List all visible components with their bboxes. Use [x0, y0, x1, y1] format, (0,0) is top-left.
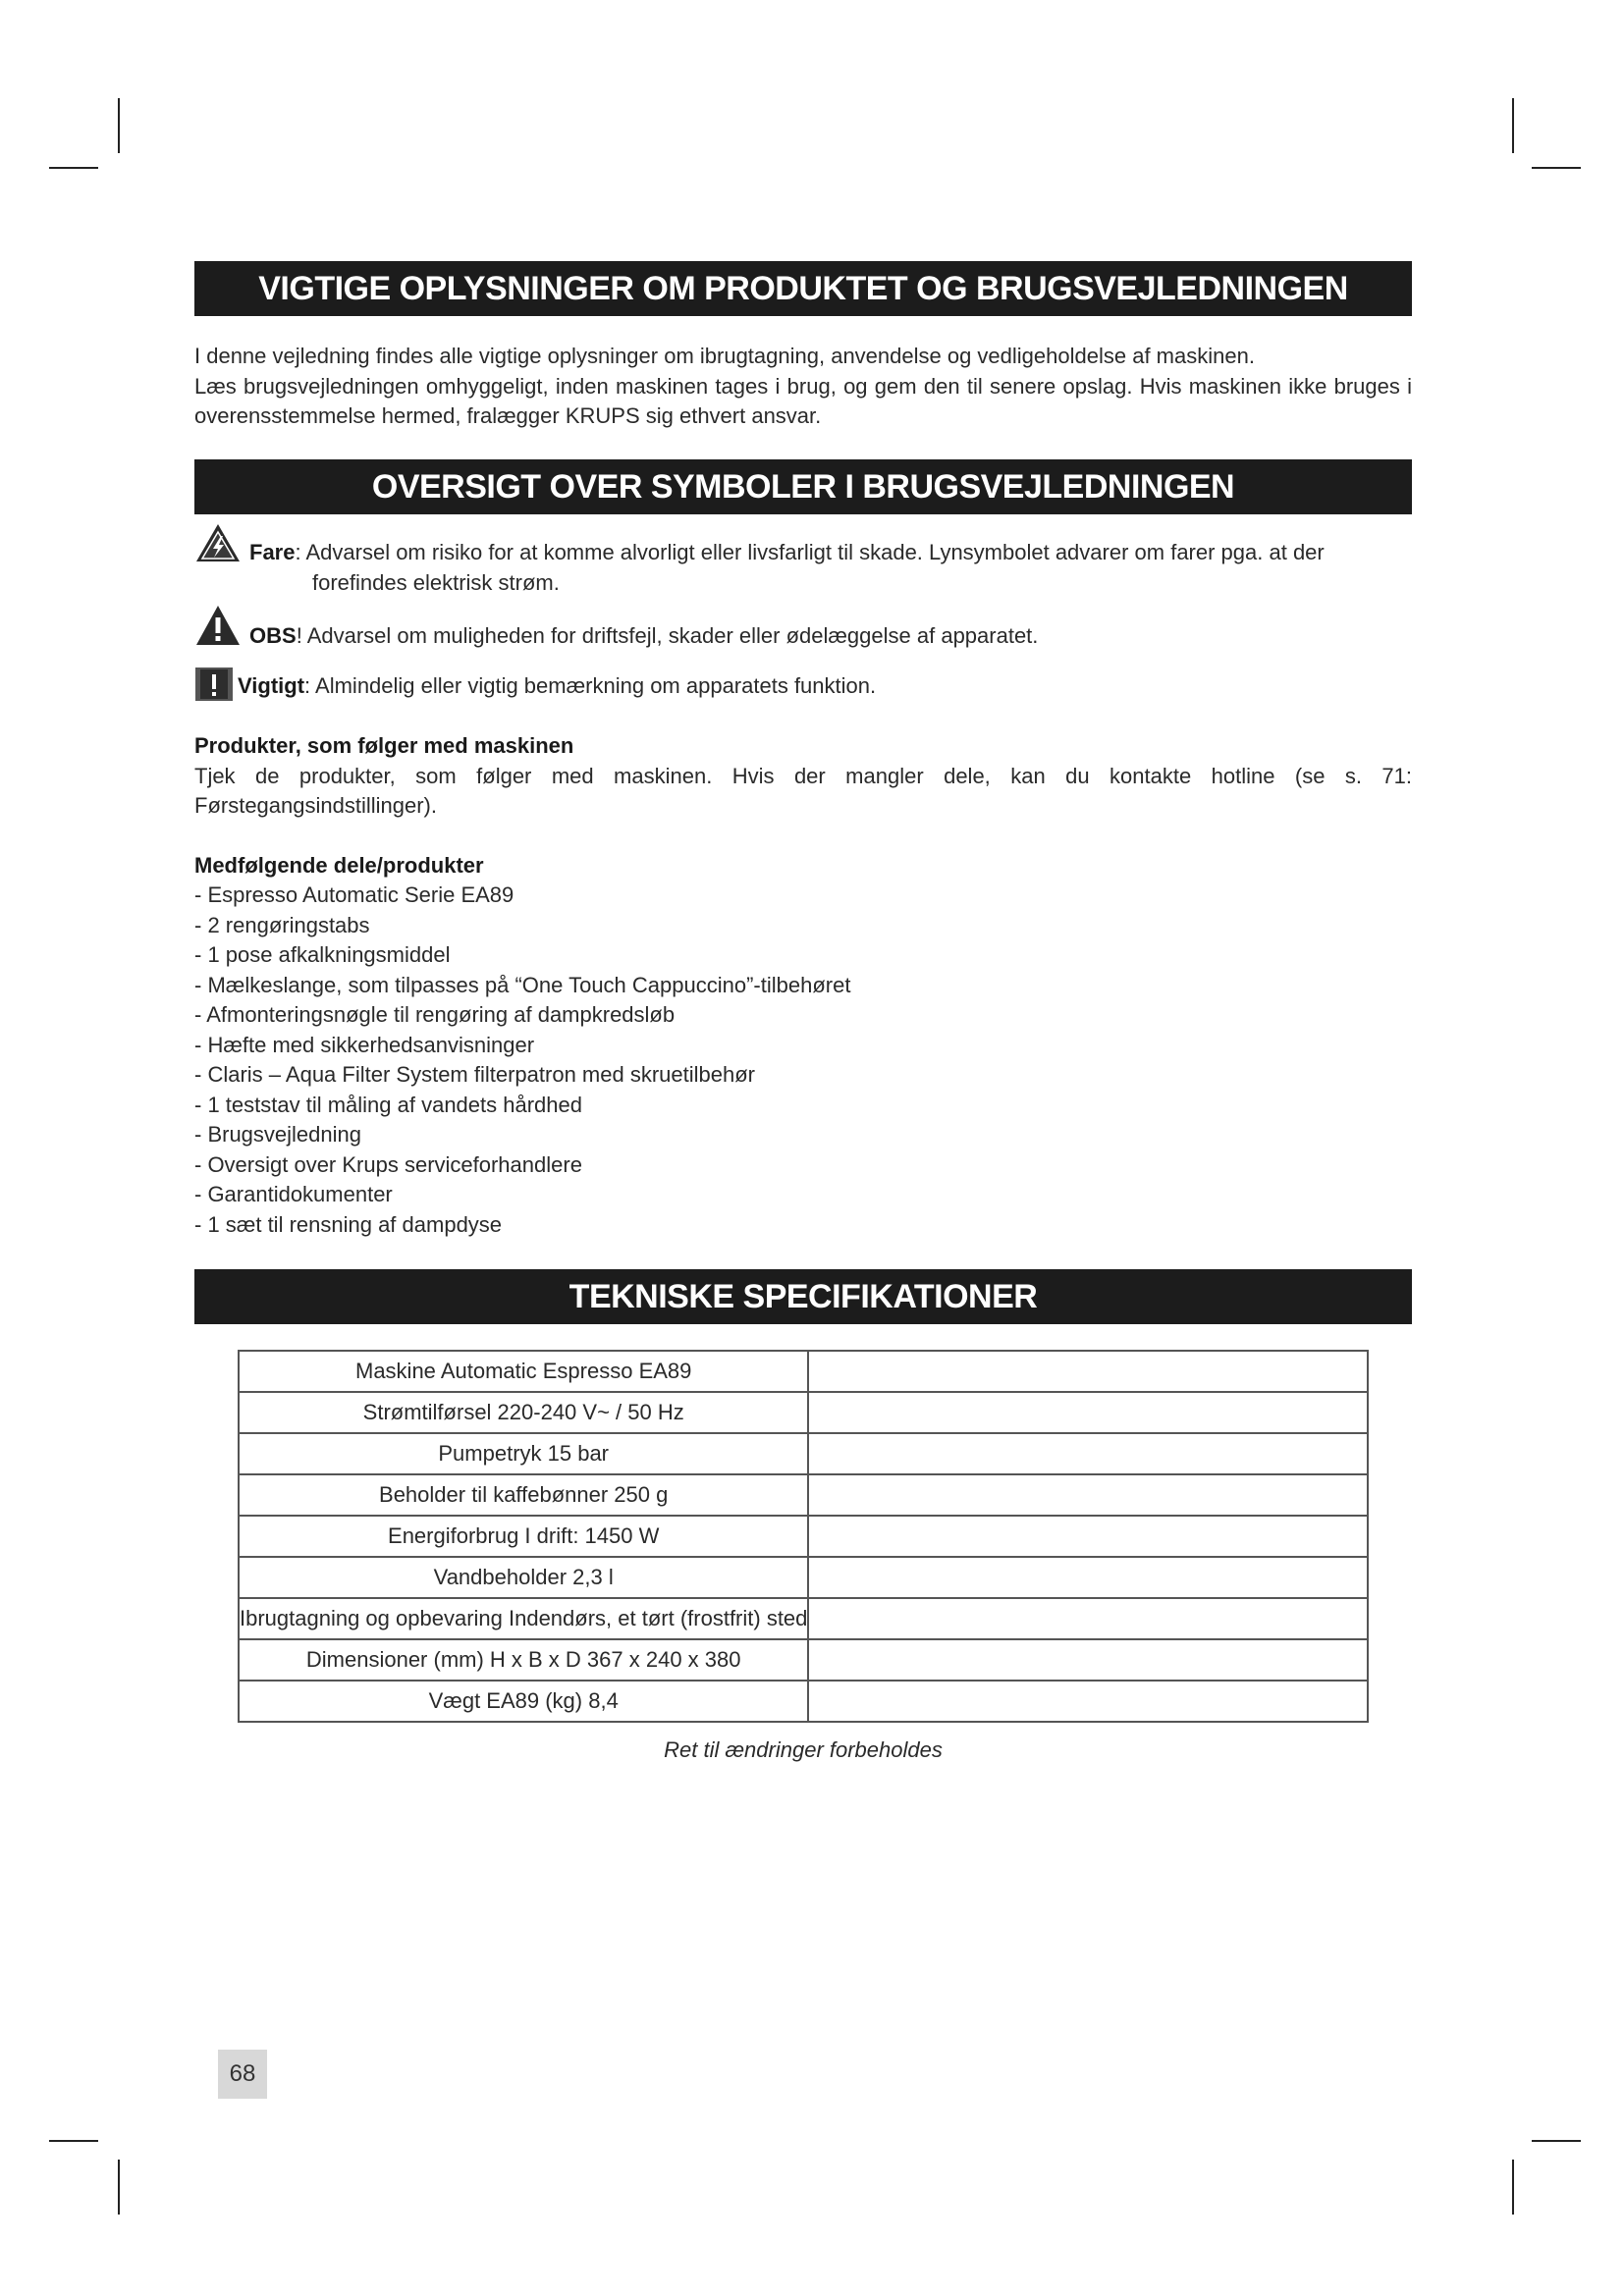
spec-text: Strømtilførsel 220-240 V~ / 50 Hz — [362, 1400, 684, 1424]
spec-cell — [239, 1474, 808, 1516]
page-number: 68 — [218, 2050, 267, 2099]
spec-value-cell — [808, 1516, 1368, 1557]
list-item: - Brugsvejledning — [194, 1122, 361, 1147]
table-row — [239, 1557, 1368, 1598]
symbol-caution-text — [249, 621, 1412, 652]
symbol-important-text — [238, 671, 1412, 702]
spec-text: Maskine Automatic Espresso EA89 — [355, 1359, 692, 1383]
intro-line: I denne vejledning findes alle vigtige oplysninger om ibrugtagning, anvendelse og vedligeholdelse af maskinen. — [194, 344, 1255, 368]
parts-list — [194, 881, 1412, 1240]
spec-text: Vandbeholder 2,3 l — [433, 1565, 614, 1589]
spec-value-cell — [808, 1639, 1368, 1681]
table-row — [239, 1433, 1368, 1474]
spec-cell — [239, 1639, 808, 1681]
included-heading: Produkter, som følger med maskinen — [194, 733, 574, 758]
crop-mark — [49, 167, 98, 169]
spec-cell — [239, 1681, 808, 1722]
table-row — [239, 1351, 1368, 1392]
symbol-caution-desc: ! Advarsel om muligheden for driftsfejl, skader eller ødelæggelse af apparatet. — [296, 623, 1039, 648]
table-row — [239, 1598, 1368, 1639]
intro-paragraph: Læs brugsvejledningen omhyggeligt, inden maskinen tages i brug, og gem den til senere opslag. Hvis maskinen ikke bruges i overensstemmelse hermed, fralægger KRUPS sig ethvert ansvar. — [194, 373, 1412, 428]
symbol-danger-desc: : Advarsel om risiko for at komme alvorligt eller livsfarligt til skade. Lynsymbolet advarer om farer pga. at der — [295, 540, 1325, 564]
list-item: - Claris – Aqua Filter System filterpatron med skruetilbehør — [194, 1062, 755, 1087]
spec-cell — [239, 1351, 808, 1392]
list-item: - 1 sæt til rensning af dampdyse — [194, 1211, 503, 1237]
table-row — [239, 1474, 1368, 1516]
section-heading-specs: TEKNISKE SPECIFIKATIONER — [194, 1269, 1412, 1324]
spec-value-cell — [808, 1557, 1368, 1598]
crop-mark — [1512, 98, 1514, 153]
symbol-caution — [194, 621, 1412, 655]
spec-cell — [239, 1433, 808, 1474]
specs-note: Ret til ændringer forbeholdes — [664, 1737, 943, 1762]
list-item: - Mælkeslange, som tilpasses på “One Touch Cappuccino”-tilbehøret — [194, 972, 851, 997]
included-text: Tjek de produkter, som følger med maskinen. Hvis der mangler dele, kan du kontakte hotline (se s. 71: Førstegangsindstillinger). — [194, 763, 1412, 818]
lightning-warning-icon — [194, 522, 242, 572]
list-item: - 2 rengøringstabs — [194, 912, 370, 937]
table-row — [239, 1681, 1368, 1722]
intro-text — [194, 342, 1412, 432]
spec-text: Vægt EA89 (kg) 8,4 — [428, 1688, 619, 1713]
symbol-danger — [194, 538, 1412, 601]
symbol-important — [194, 671, 1412, 705]
spec-cell — [239, 1598, 808, 1639]
table-row — [239, 1516, 1368, 1557]
specs-table — [238, 1350, 1369, 1723]
section-heading-symbols: OVERSIGT OVER SYMBOLER I BRUGSVEJLEDNINGEN — [194, 459, 1412, 514]
crop-mark — [1532, 167, 1581, 169]
spec-cell — [239, 1516, 808, 1557]
crop-mark — [49, 2140, 98, 2142]
crop-mark — [1512, 2160, 1514, 2215]
exclamation-box-icon — [194, 667, 234, 711]
symbol-danger-desc-cont: forefindes elektrisk strøm. — [312, 569, 560, 595]
parts-heading: Medfølgende dele/produkter — [194, 853, 484, 878]
included-section — [194, 731, 1412, 822]
spec-value-cell — [808, 1474, 1368, 1516]
symbol-danger-text — [249, 538, 1412, 598]
table-row — [239, 1639, 1368, 1681]
spec-text: Pumpetryk 15 bar — [438, 1441, 610, 1466]
symbol-important-desc: : Almindelig eller vigtig bemærkning om apparatets funktion. — [304, 673, 877, 698]
list-item: - Espresso Automatic Serie EA89 — [194, 882, 514, 907]
list-item: - 1 pose afkalkningsmiddel — [194, 942, 451, 967]
list-item: - Afmonteringsnøgle til rengøring af dampkredsløb — [194, 1002, 676, 1027]
list-item: - 1 teststav til måling af vandets hårdhed — [194, 1092, 582, 1117]
symbol-important-term: Vigtigt — [238, 673, 305, 698]
table-row — [239, 1392, 1368, 1433]
symbol-caution-term: OBS — [249, 623, 297, 648]
spec-text: Beholder til kaffebønner 250 g — [379, 1482, 669, 1507]
spec-cell — [239, 1557, 808, 1598]
spec-text: Dimensioner (mm) H x B x D 367 x 240 x 380 — [305, 1647, 741, 1672]
spec-value-cell — [808, 1681, 1368, 1722]
spec-value-cell — [808, 1598, 1368, 1639]
spec-value-cell — [808, 1351, 1368, 1392]
spec-text: Energiforbrug I drift: 1450 W — [388, 1523, 660, 1548]
section-heading-important: VIGTIGE OPLYSNINGER OM PRODUKTET OG BRUGSVEJLEDNINGEN — [194, 261, 1412, 316]
list-item: - Oversigt over Krups serviceforhandlere — [194, 1151, 582, 1177]
crop-mark — [1532, 2140, 1581, 2142]
list-item: - Hæfte med sikkerhedsanvisninger — [194, 1032, 535, 1057]
crop-mark — [118, 98, 120, 153]
symbol-danger-term: Fare — [249, 540, 296, 564]
spec-cell — [239, 1392, 808, 1433]
warning-triangle-icon — [194, 604, 242, 656]
crop-mark — [118, 2160, 120, 2215]
list-item: - Garantidokumenter — [194, 1182, 393, 1206]
spec-value-cell — [808, 1392, 1368, 1433]
spec-text: Ibrugtagning og opbevaring Indendørs, et tørt (frostfrit) sted — [240, 1606, 808, 1630]
spec-value-cell — [808, 1433, 1368, 1474]
